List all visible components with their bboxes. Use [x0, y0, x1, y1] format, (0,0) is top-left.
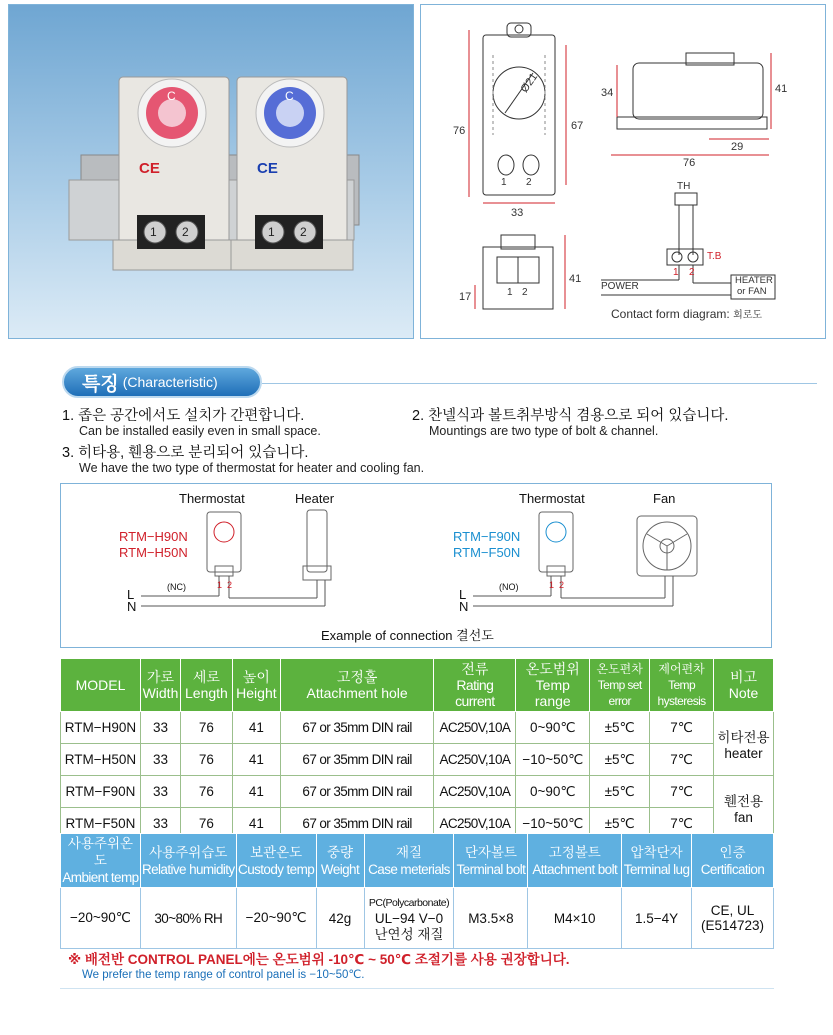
left-model-2: RTM−H50N: [119, 545, 188, 560]
ce-mark: CE: [139, 160, 160, 177]
col-hysteresis: 제어편차 Temp hysteresis: [650, 659, 714, 712]
col-hole: 고정홀 Attachment hole: [280, 659, 434, 712]
feature-2-ko: 2. 찬넬식과 볼트취부방식 겸용으로 되어 있습니다.: [412, 408, 729, 424]
col-width: 가로 Width: [140, 659, 180, 712]
spec-table: [60, 658, 774, 840]
bottom-divider: [60, 988, 774, 989]
svg-text:2: 2: [300, 225, 307, 239]
connection-caption: Example of connection 결선도: [321, 628, 494, 643]
svg-text:1: 1: [268, 225, 275, 239]
note-heater: 히타전용 heater: [714, 712, 774, 776]
right-model-2: RTM−F50N: [453, 545, 521, 560]
feature-1-en: Can be installed easily even in small space.: [79, 424, 321, 438]
note-fan: 휀전용 fan: [714, 776, 774, 840]
svg-text:C: C: [167, 89, 176, 103]
right-model-1: RTM−F90N: [453, 529, 521, 544]
svg-text:2: 2: [182, 225, 189, 239]
feature-3-en: We have the two type of thermostat for heater and cooling fan.: [79, 461, 425, 475]
table-row: −20~90℃ 30~80% RH −20~90℃ 42g PC(Polycarbonate) UL−94 V−0 난연성 재질 M3.5×8 M4×10 1.5−4Y CE, UL (E514723): [61, 888, 774, 949]
section-divider: [262, 383, 817, 384]
recommendation-note-en: We prefer the temp range of control panel is −10~50℃.: [82, 969, 365, 981]
col-range: 온도범위 Temp range: [516, 659, 590, 712]
svg-text:CE: CE: [257, 160, 278, 177]
feature-3-ko: 3. 히타용, 휀용으로 분리되어 있습니다.: [62, 445, 309, 461]
connection-example: Thermostat Heater RTM−H90N RTM−H50N (NC) 1 2 L N Thermostat Fan RTM−F90N RTM−F50N (NO) 1 2 L N Example of connection 결선도: [60, 483, 772, 648]
col-current: 전류 Rating current: [434, 659, 516, 712]
env-header-row: 사용주위온도 Ambient temp 사용주위습도 Relative humidity 보관온도 Custody temp 중량 Weight 재질 Case meterials 단자볼트 Terminal bolt 고정볼트 Attachment bolt 압착단자 Terminal lug 인증 Certification: [61, 834, 774, 888]
feature-2-en: Mountings are two type of bolt & channel.: [429, 424, 659, 438]
col-error: 온도편차 Temp set error: [590, 659, 650, 712]
thermostat-photo: [9, 5, 415, 340]
col-length: 세로 Length: [180, 659, 232, 712]
dimension-drawing: 76 67 33 Ø21 1 2 34 41 76 29 41 17 1 2 TH T.B 1 2 POWER HEATER or FAN Contact form diagram: 회로도: [420, 4, 826, 339]
certification-cell: CE, UL (E514723): [692, 888, 774, 949]
table-row: RTM−F90N 33 76 41 67 or 35mm DIN rail AC250V,10A 0~90℃ ±5℃ 7℃ 휀전용 fan: [61, 776, 774, 808]
table-row: RTM−F50N 33 76 41 67 or 35mm DIN rail AC250V,10A −10~50℃ ±5℃ 7℃: [61, 808, 774, 840]
left-model-1: RTM−H90N: [119, 529, 188, 544]
col-note: 비고 Note: [714, 659, 774, 712]
recommendation-note-ko: ※ 배전반 CONTROL PANEL에는 온도범위 -10℃ ~ 50℃ 조절기를 사용 권장합니다.: [68, 952, 570, 967]
spec-header-row: [61, 659, 774, 712]
environment-table: [60, 833, 774, 949]
svg-text:C: C: [285, 89, 294, 103]
material-cell: PC(Polycarbonate) UL−94 V−0 난연성 재질: [364, 888, 454, 949]
svg-text:1: 1: [150, 225, 157, 239]
table-row: RTM−H90N 33 76 41 67 or 35mm DIN rail AC250V,10A 0~90℃ ±5℃ 7℃ 히타전용 heater: [61, 712, 774, 744]
section-title-badge: 특징 (Characteristic): [62, 366, 262, 398]
table-row: RTM−H50N 33 76 41 67 or 35mm DIN rail AC250V,10A −10~50℃ ±5℃ 7℃: [61, 744, 774, 776]
contact-form-caption: Contact form diagram: 회로도: [611, 307, 763, 321]
col-model: MODEL: [61, 659, 141, 712]
feature-1-ko: 1. 좁은 공간에서도 설치가 간편합니다.: [62, 408, 305, 424]
product-photo: [8, 4, 414, 339]
col-height: 높이 Height: [232, 659, 280, 712]
